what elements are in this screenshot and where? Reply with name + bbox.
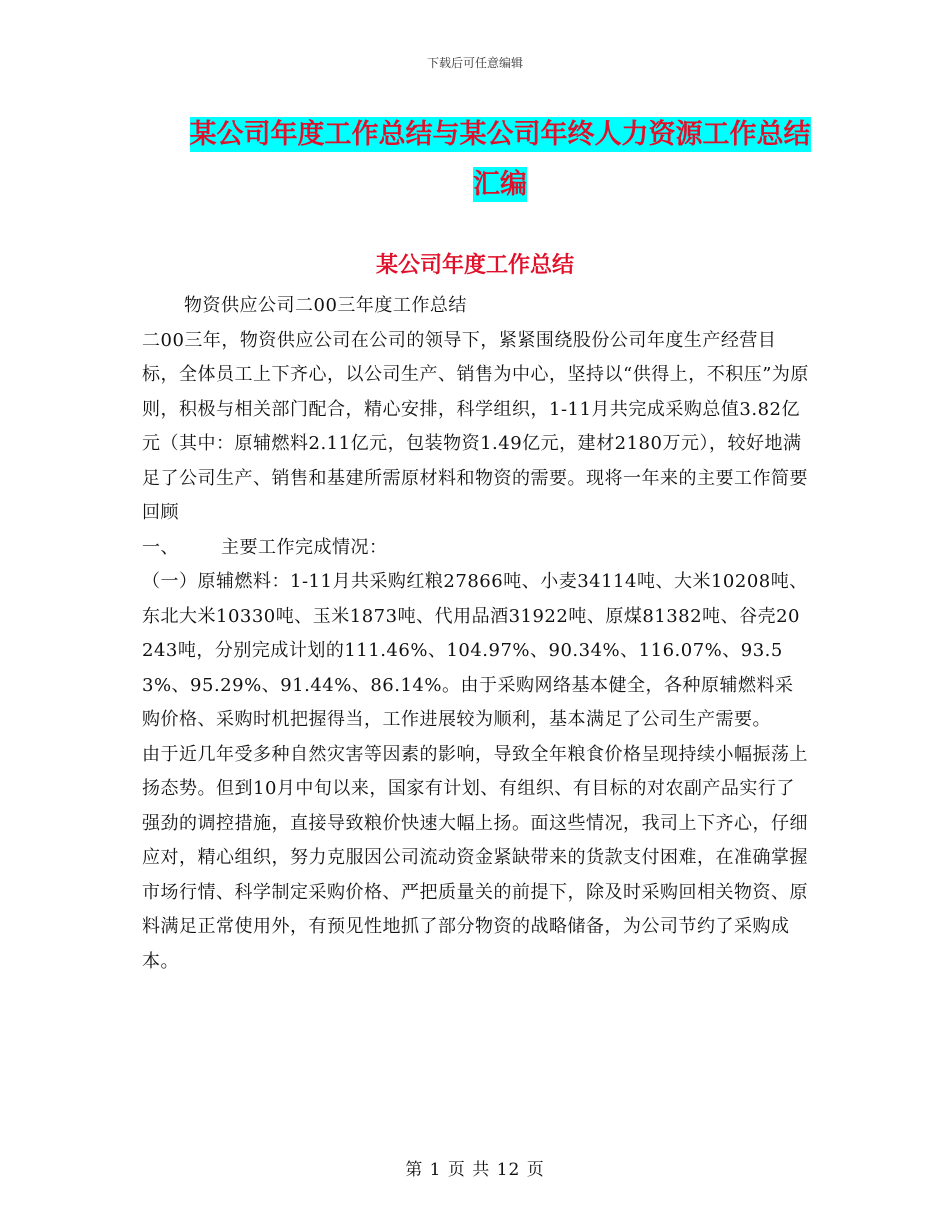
- section-heading-1: [142, 531, 810, 566]
- header-note: 下载后可任意编辑: [426, 56, 523, 70]
- document-body: [142, 289, 810, 979]
- paragraph-intro: 二00三年，物资供应公司在公司的领导下，紧紧围绕股份公司年度生产经营目标，全体员工上下齐心，以公司生产、销售为中心，坚持以“供得上，不积压”为原则，积极与相关部门配合，精心安排，科学组织，1-11月共完成采购总值3.82亿元（其中：原辅燃料2.11亿元，包装物资1.49亿元，建材2180万元），较好地满足了公司生产、销售和基建所需原材料和物资的需要。现将一年来的主要工作简要回顾: [142, 329, 809, 523]
- section-title: 某公司年度工作总结: [375, 253, 574, 278]
- paragraph-market: 由于近几年受多种自然灾害等因素的影响，导致全年粮食价格呈现持续小幅振荡上扬态势。但到10月中旬以来，国家有计划、有组织、有目标的对农副产品实行了强劲的调控措施，直接导致粮价快速大幅上扬。面这些情况，我司上下齐心，仔细应对，精心组织，努力克服因公司流动资金紧缺带来的货款支付困难，在准确掌握市场行情、科学制定采购价格、严把质量关的前提下，除及时采购回相关物资、原料满足正常使用外，有预见性地抓了部分物资的战略储备，为公司节约了采购成本。: [142, 743, 808, 972]
- paragraph-raw-materials: （一）原辅燃料：1-11月共采购红粮27866吨、小麦34114吨、大米10208吨、东北大米10330吨、玉米1873吨、代用品酒31922吨、原煤81382吨、谷壳20243吨，分别完成计划的111.46%、104.97%、90.34%、116.07%、93.53%、95.29%、91.44%、86.14%。由于采购网络基本健全，各种原辅燃料采购价格、采购时机把握得当，工作进展较为顺利，基本满足了公司生产需要。: [142, 571, 808, 730]
- page-footer: 第 1 页 共 12 页: [405, 1160, 545, 1180]
- paragraph-subtitle: 物资供应公司二00三年度工作总结: [184, 295, 467, 316]
- section-heading-text: 主要工作完成情况：: [221, 536, 388, 558]
- title-line-2: 汇编: [473, 169, 527, 200]
- title-line-1: 某公司年度工作总结与某公司年终人力资源工作总结: [189, 119, 811, 150]
- document-title: [140, 110, 860, 210]
- section-heading-number: 一、: [142, 536, 179, 558]
